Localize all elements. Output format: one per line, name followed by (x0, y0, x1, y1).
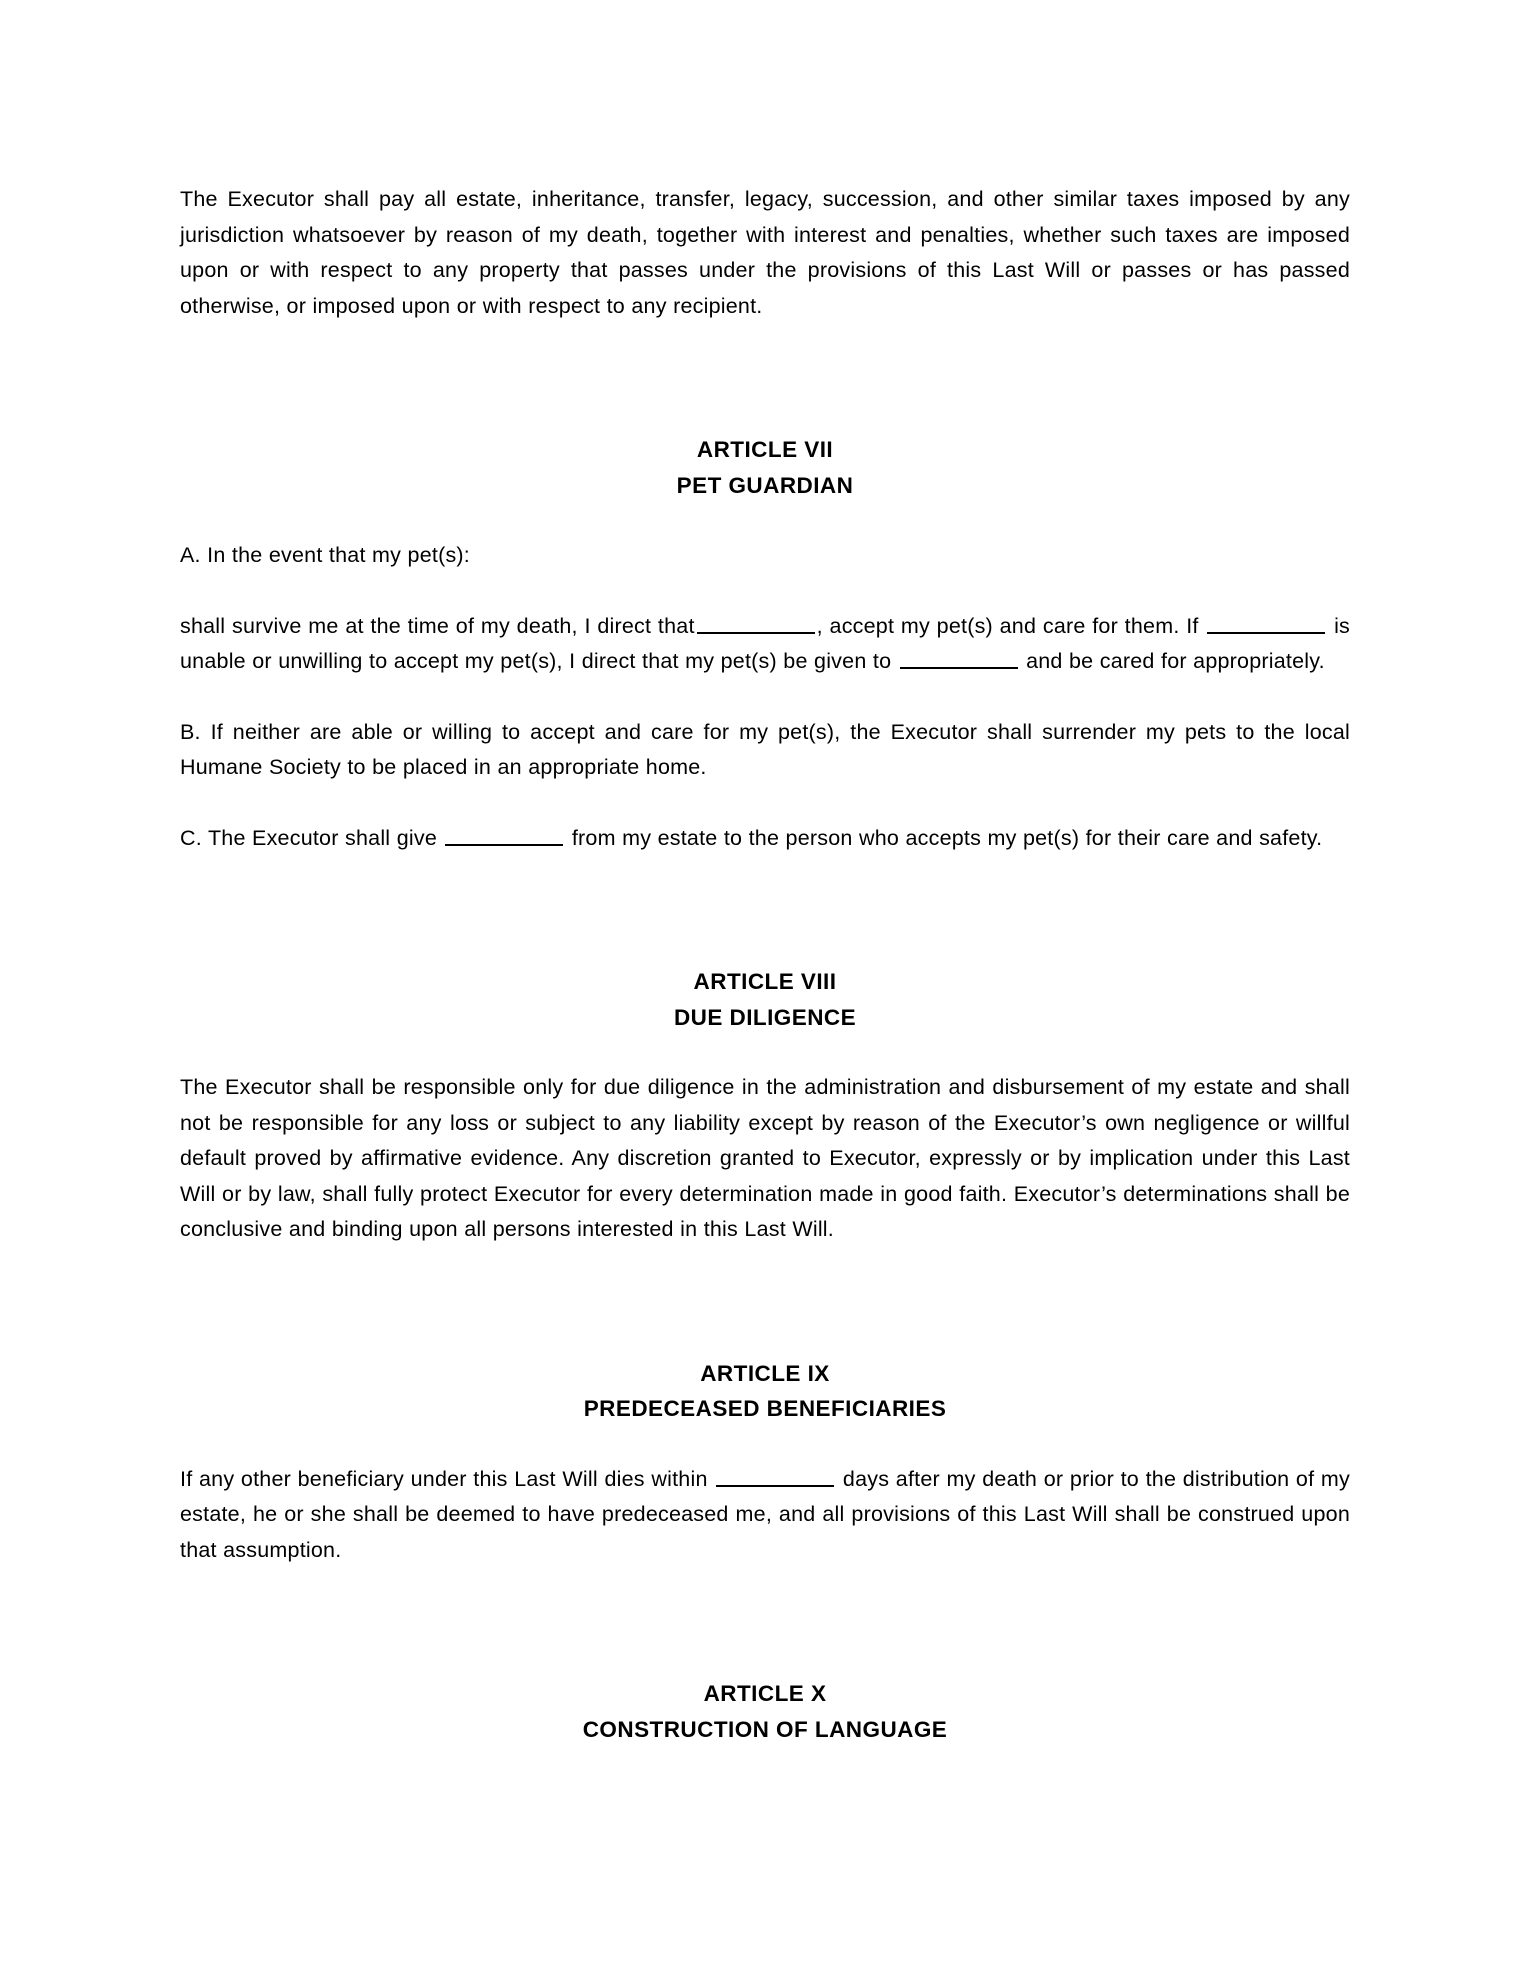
predeceased-text-1: If any other beneficiary under this Last Will dies within (180, 1466, 708, 1491)
predeceased-text-2: days after my death or prior to the distribution of my estate, he or she shall be deemed to have predeceased me, and all provisions of this Last Will shall be construed upon that assumption. (180, 1466, 1350, 1562)
article-vii-number: ARTICLE VII (696, 437, 834, 462)
predeceased-beneficiaries-paragraph (180, 1462, 1350, 1569)
pet-guardian-clause-b: B. If neither are able or willing to accept and care for my pet(s), the Executor shall surrender my pets to the local Humane Society to be placed in an appropriate home. (180, 719, 1350, 779)
clause-a-text-1: shall survive me at the time of my death, I direct that (180, 613, 695, 638)
pet-guardian-name-blank-3[interactable] (900, 650, 1018, 669)
spacer (180, 856, 1350, 964)
article-x-title: CONSTRUCTION OF LANGUAGE (582, 1716, 948, 1742)
spacer (180, 786, 1350, 821)
survivorship-days-blank[interactable] (716, 1468, 834, 1487)
clause-a-text-3: is unable or unwilling to accept my pet(s), I direct that my pet(s) be given to (180, 613, 1351, 673)
due-diligence-paragraph: The Executor shall be responsible only for due diligence in the administration and disbursement of my estate and shall not be responsible for any loss or subject to any liability except by reason of the Executor’s own negligence or willful default proved by affirmative evidence. Any discretion granted to Executor, expressly or by implication under this Last Will or by law, shall fully protect Executor for every determination made in good faith. Executor’s determinations shall be conclusive and binding upon all persons interested in this Last Will. (180, 1075, 1350, 1241)
article-ix-title: PREDECEASED BENEFICIARIES (583, 1396, 947, 1421)
spacer (180, 574, 1350, 609)
article-viii-number: ARTICLE VIII (693, 969, 837, 994)
spacer (180, 1248, 1350, 1356)
article-vii-title: PET GUARDIAN (676, 472, 854, 498)
clause-a-text-2: , accept my pet(s) and care for them. If (816, 613, 1199, 638)
spacer (180, 503, 1350, 538)
spacer (180, 1568, 1350, 1676)
document-body (180, 182, 1350, 1747)
clause-a-text-4: and be cared for appropriately. (1026, 649, 1325, 673)
article-viii-heading (180, 964, 1350, 1035)
pet-guardian-name-blank-2[interactable] (1207, 615, 1325, 634)
pet-care-amount-blank[interactable] (445, 827, 563, 846)
article-ix-number: ARTICLE IX (700, 1360, 830, 1386)
pet-guardian-name-blank-1[interactable] (697, 615, 815, 634)
clause-c-text-1: C. The Executor shall give (180, 825, 438, 850)
article-viii-title: DUE DILIGENCE (673, 1004, 857, 1030)
clause-c-text-2: from my estate to the person who accepts my pet(s) for their care and safety. (571, 825, 1323, 850)
spacer (180, 1035, 1350, 1070)
tax-payment-paragraph: The Executor shall pay all estate, inheritance, transfer, legacy, succession, and other similar taxes imposed by any jurisdiction whatsoever by reason of my death, together with interest and penalties, whether such taxes are imposed upon or with respect to any property that passes under the provisions of this Last Will or passes or has passed otherwise, or imposed upon or with respect to any recipient. (180, 187, 1350, 318)
article-vii-heading (180, 432, 1350, 503)
article-ix-heading (180, 1356, 1350, 1427)
pet-guardian-clause-a-body (180, 609, 1350, 680)
spacer (180, 680, 1350, 715)
spacer (180, 1427, 1350, 1462)
pet-guardian-clause-c (180, 821, 1350, 857)
pet-guardian-clause-a-intro: A. In the event that my pet(s): (180, 543, 470, 567)
article-x-number: ARTICLE X (703, 1681, 827, 1706)
article-x-heading (180, 1676, 1350, 1747)
spacer (180, 324, 1350, 432)
